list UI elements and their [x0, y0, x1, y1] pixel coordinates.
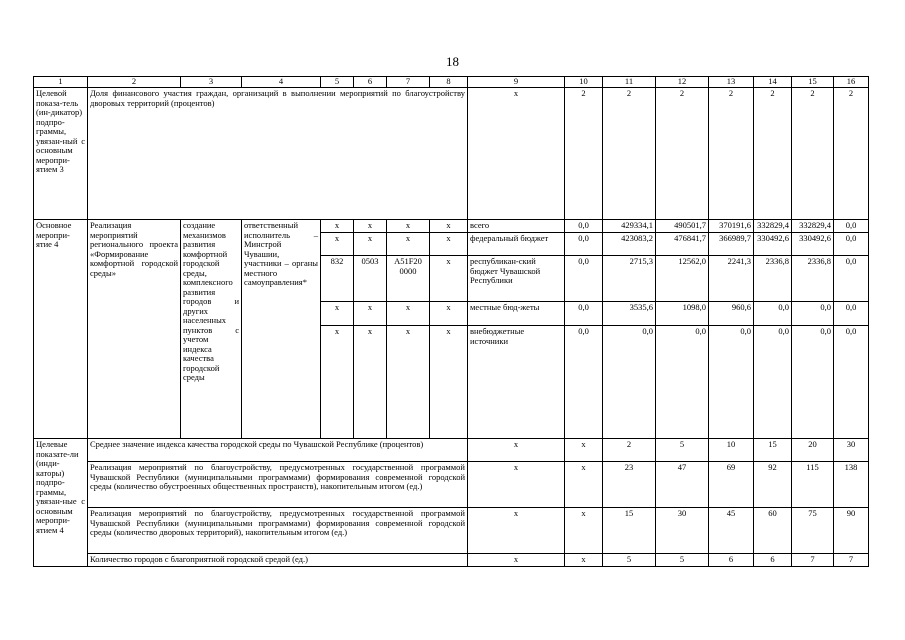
table-cell: 2715,3: [603, 256, 656, 302]
table-cell: 2: [565, 88, 603, 220]
header-cell: 12: [656, 77, 709, 88]
table-cell: 138: [834, 462, 869, 508]
header-cell: 2: [88, 77, 181, 88]
table-cell: 0,0: [565, 220, 603, 233]
table-cell: 960,6: [709, 302, 754, 326]
table-cell: 75: [792, 508, 834, 554]
table-cell: 20: [792, 439, 834, 462]
indicator-description: Среднее значение индекса качества городской среды по Чувашской Республике (процентов): [88, 439, 468, 462]
table-cell: 0,0: [754, 326, 792, 439]
table-cell: A51F20 0000: [387, 256, 430, 302]
table-cell: 366989,7: [709, 233, 754, 256]
table-cell: x: [565, 462, 603, 508]
header-cell: 11: [603, 77, 656, 88]
table-cell: x: [387, 220, 430, 233]
funding-source: всего: [468, 220, 565, 233]
table-cell: x: [468, 88, 565, 220]
program-table: [33, 76, 869, 567]
table-cell: 2: [709, 88, 754, 220]
table-cell: 0,0: [792, 302, 834, 326]
table-row: [34, 88, 869, 220]
table-cell: x: [565, 554, 603, 567]
table-cell: 370191,6: [709, 220, 754, 233]
table-cell: 330492,6: [792, 233, 834, 256]
table-cell: 90: [834, 508, 869, 554]
table-cell: x: [430, 302, 468, 326]
table-cell: 6: [754, 554, 792, 567]
table-cell: 2336,8: [792, 256, 834, 302]
table-cell: 0503: [354, 256, 387, 302]
table-cell: 330492,6: [754, 233, 792, 256]
table-cell: 0,0: [834, 302, 869, 326]
table-cell: 0,0: [565, 256, 603, 302]
funding-source: местные бюд-жеты: [468, 302, 565, 326]
table-cell: 0,0: [565, 233, 603, 256]
table-cell: 0,0: [834, 233, 869, 256]
header-cell: 15: [792, 77, 834, 88]
table-cell: 423083,2: [603, 233, 656, 256]
table-cell: 23: [603, 462, 656, 508]
indicator-description: Доля финансового участия граждан, организаций в выполнении мероприятий по благоустройству дворовых территорий (процентов): [88, 88, 468, 220]
table-cell: 6: [709, 554, 754, 567]
table-cell: x: [565, 439, 603, 462]
table-cell: x: [354, 220, 387, 233]
table-cell: x: [468, 439, 565, 462]
table-cell: 92: [754, 462, 792, 508]
table-cell: 1098,0: [656, 302, 709, 326]
table-cell: 0,0: [834, 326, 869, 439]
table-cell: 2: [834, 88, 869, 220]
table-cell: x: [468, 554, 565, 567]
indicator-description: Реализация мероприятий по благоустройству, предусмотренных государственной программой Чувашской Республики (муниципальными программами) формирования современной городской среды (количество дворовых территорий), накопительным итогом (ед.): [88, 508, 468, 554]
main-event-executor: ответственный исполнитель – Минстрой Чувашии, участники – органы местного самоуправления*: [242, 220, 321, 439]
table-cell: 30: [834, 439, 869, 462]
header-cell: 13: [709, 77, 754, 88]
table-cell: 45: [709, 508, 754, 554]
header-cell: 6: [354, 77, 387, 88]
table-row: [34, 220, 869, 233]
table-cell: 12562,0: [656, 256, 709, 302]
table-cell: 0,0: [834, 220, 869, 233]
table-cell: 47: [656, 462, 709, 508]
table-cell: x: [321, 220, 354, 233]
table-cell: 0,0: [656, 326, 709, 439]
table-cell: 3535,6: [603, 302, 656, 326]
table-cell: x: [354, 326, 387, 439]
table-cell: 332829,4: [754, 220, 792, 233]
table-row: [34, 554, 869, 567]
header-cell: 8: [430, 77, 468, 88]
table-cell: x: [387, 302, 430, 326]
table-cell: x: [321, 233, 354, 256]
header-cell: 4: [242, 77, 321, 88]
indicator-label: Целевые показате-ли (инди-каторы) подпро-граммы, увязан-ные с основным меропри-ятием 4: [34, 439, 88, 567]
table-cell: 7: [834, 554, 869, 567]
funding-source: республикан-ский бюджет Чувашской Республики: [468, 256, 565, 302]
main-event-label: Основное меропри-ятие 4: [34, 220, 88, 439]
table-cell: x: [387, 326, 430, 439]
table-cell: 2: [754, 88, 792, 220]
table-cell: x: [387, 233, 430, 256]
header-cell: 16: [834, 77, 869, 88]
table-cell: 0,0: [603, 326, 656, 439]
table-cell: x: [321, 326, 354, 439]
funding-source: федеральный бюджет: [468, 233, 565, 256]
table-row: [34, 462, 869, 508]
funding-source: внебюджетные источники: [468, 326, 565, 439]
indicator-description: Количество городов с благоприятной городской средой (ед.): [88, 554, 468, 567]
table-cell: 0,0: [709, 326, 754, 439]
table-cell: 490501,7: [656, 220, 709, 233]
main-event-link: создание механизмов развития комфортной городской среды, комплексного развития городов и других населенных пунктов с учетом индекса качества городской среды: [181, 220, 242, 439]
table-cell: x: [354, 302, 387, 326]
table-cell: x: [468, 462, 565, 508]
table-cell: 0,0: [834, 256, 869, 302]
header-cell: 3: [181, 77, 242, 88]
table-cell: 832: [321, 256, 354, 302]
header-cell: 14: [754, 77, 792, 88]
header-cell: 9: [468, 77, 565, 88]
header-row: [34, 77, 869, 88]
table-cell: 2: [603, 88, 656, 220]
table-cell: x: [430, 256, 468, 302]
table-cell: 2336,8: [754, 256, 792, 302]
table-cell: x: [565, 508, 603, 554]
table-cell: x: [354, 233, 387, 256]
table-cell: 2241,3: [709, 256, 754, 302]
main-event-name: Реализация мероприятий регионального проекта «Формирование комфортной городской среды»: [88, 220, 181, 439]
table-cell: x: [430, 326, 468, 439]
page-number: 18: [446, 54, 459, 69]
table-cell: 5: [603, 554, 656, 567]
table-cell: x: [321, 302, 354, 326]
table-cell: 15: [603, 508, 656, 554]
header-cell: 10: [565, 77, 603, 88]
table-row: [34, 439, 869, 462]
indicator-description: Реализация мероприятий по благоустройству, предусмотренных государственной программой Чувашской Республики (муниципальными программами) формирования современной городской среды (количество обустроенных общественных пространств), накопительным итогом (ед.): [88, 462, 468, 508]
table-cell: x: [430, 220, 468, 233]
table-cell: 2: [656, 88, 709, 220]
header-cell: 5: [321, 77, 354, 88]
header-cell: 7: [387, 77, 430, 88]
table-cell: 10: [709, 439, 754, 462]
table-cell: 30: [656, 508, 709, 554]
table-cell: 5: [656, 439, 709, 462]
table-cell: 2: [792, 88, 834, 220]
table-cell: 5: [656, 554, 709, 567]
table-cell: 69: [709, 462, 754, 508]
table-cell: 60: [754, 508, 792, 554]
table-cell: 2: [603, 439, 656, 462]
table-cell: 0,0: [565, 302, 603, 326]
indicator-label: Целевой показа-тель (ин-дикатор) подпро-граммы, увязан-ный с основным меропри-ятием 3: [34, 88, 88, 220]
table-cell: 429334,1: [603, 220, 656, 233]
table-cell: 115: [792, 462, 834, 508]
table-cell: 476841,7: [656, 233, 709, 256]
table-cell: x: [468, 508, 565, 554]
table-cell: x: [430, 233, 468, 256]
header-cell: 1: [34, 77, 88, 88]
table-row: [34, 508, 869, 554]
table-cell: 0,0: [565, 326, 603, 439]
table-cell: 332829,4: [792, 220, 834, 233]
table-cell: 7: [792, 554, 834, 567]
table-cell: 0,0: [754, 302, 792, 326]
table-cell: 0,0: [792, 326, 834, 439]
table-cell: 15: [754, 439, 792, 462]
